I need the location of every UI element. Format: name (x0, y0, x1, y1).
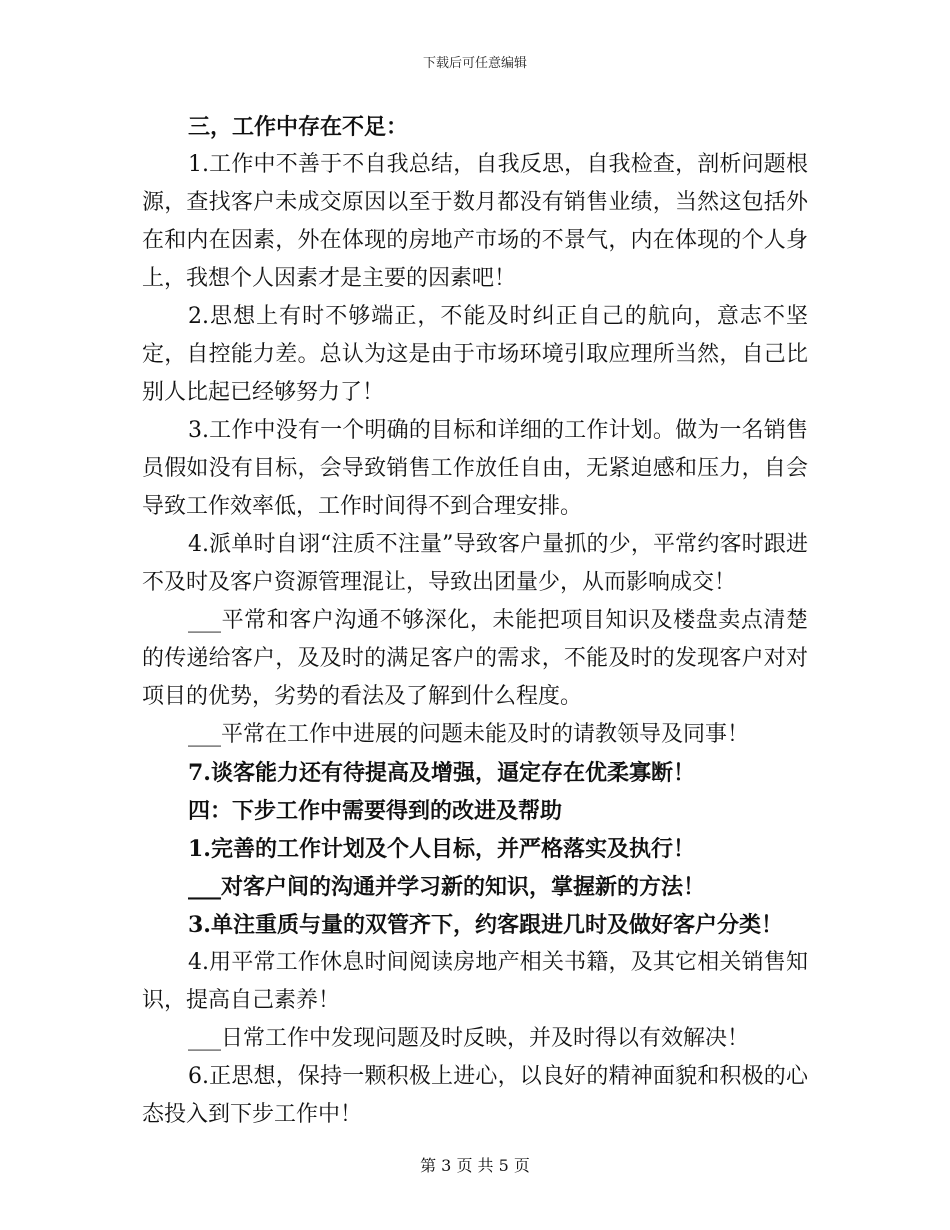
section-heading-3: 三，工作中存在不足： (188, 114, 409, 140)
paragraph: 3.工作中没有一个明确的目标和详细的工作计划。做为一名销售员假如没有目标，会导致销售工作放任自由，无紧迫感和压力，自会导致工作效率低，工作时间得不到合理安排。 (142, 418, 808, 519)
document-body (142, 108, 808, 1134)
paragraph-bold: ___对客户间的沟通并学习新的知识，掌握新的方法！ (188, 874, 706, 900)
page-number: 第 3 页 共 5 页 (420, 1156, 530, 1175)
paragraph: 4.用平常工作休息时间阅读房地产相关书籍，及其它相关销售知识，提高自己素养！ (142, 950, 808, 1013)
paragraph: 6.正思想，保持一颗积极上进心，以良好的精神面貌和积极的心态投入到下步工作中！ (142, 1064, 808, 1127)
paragraph-bold: 1.完善的工作计划及个人目标，并严格落实及执行！ (188, 836, 695, 862)
paragraph: 4.派单时自诩“注质不注量”导致客户量抓的少，平常约客时跟进不及时及客户资源管理混让，导致出团量少，从而影响成交！ (142, 532, 808, 595)
paragraph-bold: 3.单注重质与量的双管齐下，约客跟进几时及做好客户分类！ (188, 912, 783, 938)
paragraph: 1.工作中不善于不自我总结，自我反思，自我检查，剖析问题根源，查找客户未成交原因以至于数月都没有销售业绩，当然这包括外在和内在因素，外在体现的房地产市场的不景气，内在体现的个人身上，我想个人因素才是主要的因素吧！ (142, 152, 808, 291)
paragraph: ___平常和客户沟通不够深化，未能把项目知识及楼盘卖点清楚的传递给客户，及及时的满足客户的需求，不能及时的发现客户对对项目的优势，劣势的看法及了解到什么程度。 (142, 608, 808, 709)
paragraph-bold: 7.谈客能力还有待提高及增强，逼定存在优柔寡断！ (188, 760, 695, 786)
paragraph: ___日常工作中发现问题及时反映，并及时得以有效解决！ (188, 1026, 750, 1051)
paragraph: ___平常在工作中进展的问题未能及时的请教领导及同事！ (188, 722, 750, 747)
page-header: 下载后可任意编辑 (422, 56, 527, 71)
paragraph: 2.思想上有时不够端正，不能及时纠正自己的航向，意志不坚定，自控能力差。总认为这是由于市场环境引取应理所当然，自己比别人比起已经够努力了！ (142, 304, 808, 405)
section-heading-4: 四：下步工作中需要得到的改进及帮助 (188, 798, 563, 824)
